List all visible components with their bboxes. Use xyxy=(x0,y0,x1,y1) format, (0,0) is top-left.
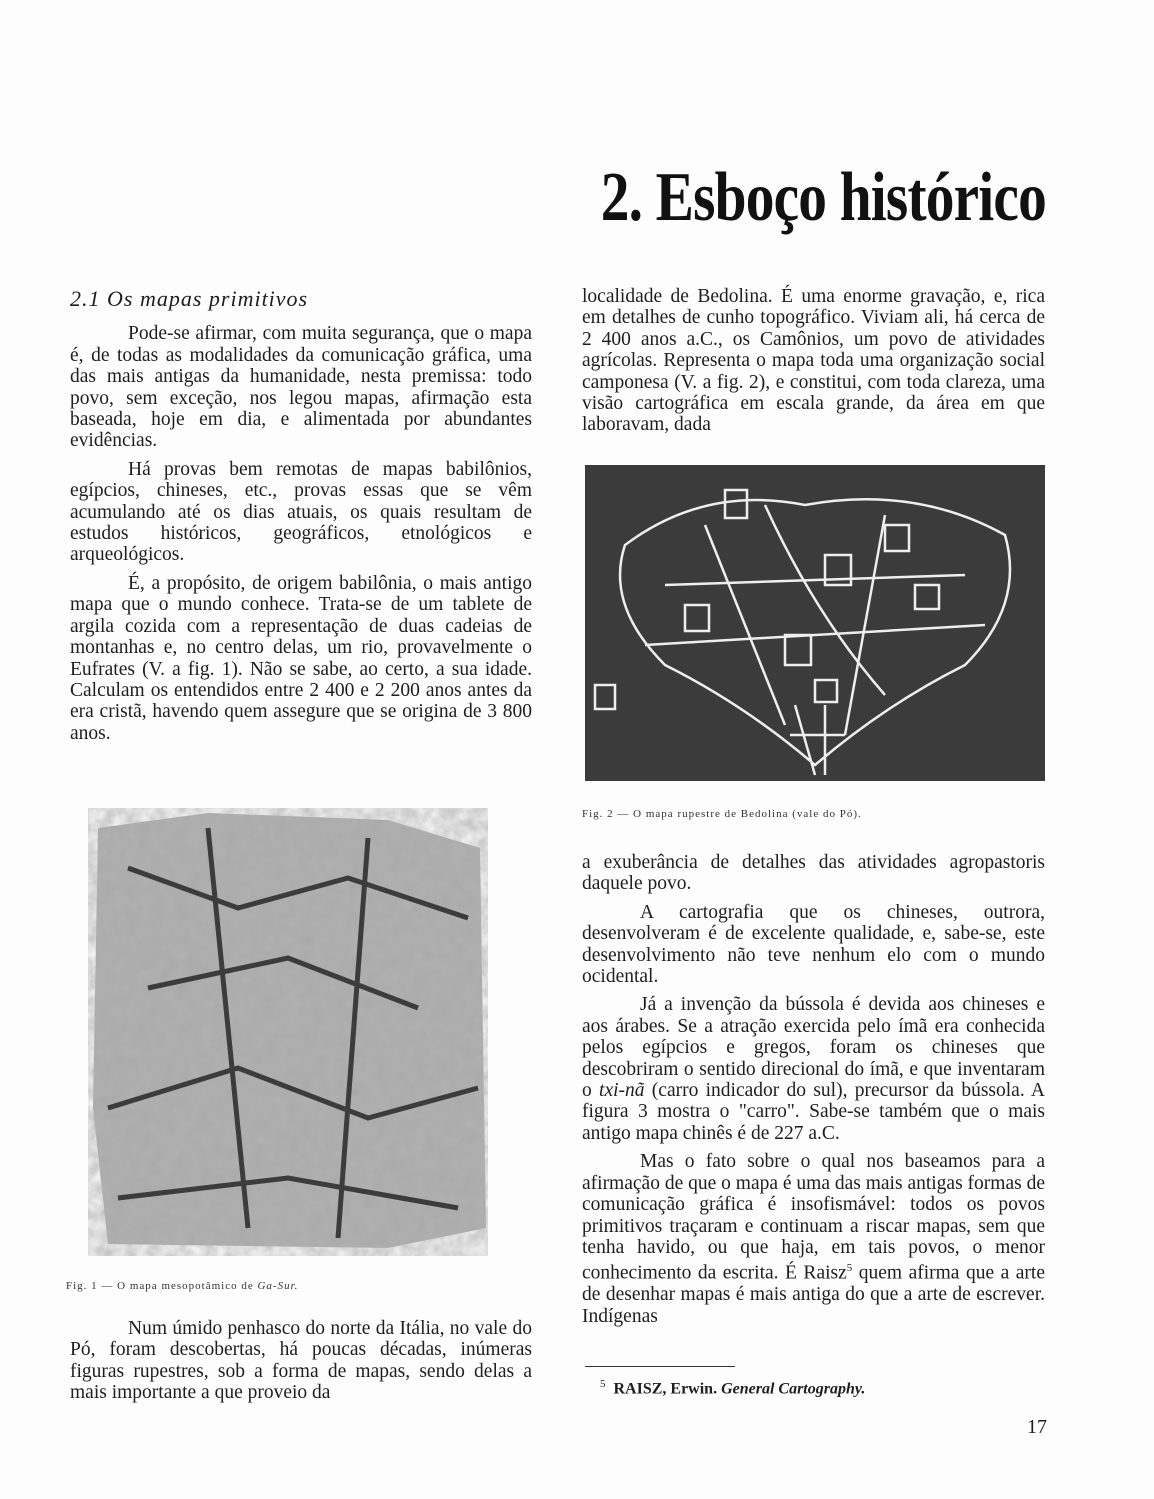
caption-text: Fig. 1 — O mapa mesopotâmico de xyxy=(66,1280,258,1292)
text: quem afirma que a arte de desenhar mapas é mais antiga do que a arte de escrever. Indígenas xyxy=(582,1262,1045,1327)
paragraph: É, a propósito, de origem babilônia, o mais antigo mapa que o mundo conhece. Trata-se de um tablete de argila cozida com a representação de duas cadeias de montanhas e, no centro delas, um rio, provavelmente o Eufrates (V. a fig. 1). Não se sabe, ao certo, a sua idade. Calculam os entendidos entre 2 400 e 2 200 anos antes da era cristã, havendo quem assegure que se origina de 3 800 anos. xyxy=(70,572,532,744)
figure-1-caption xyxy=(66,1280,298,1292)
paragraph: localidade de Bedolina. É uma enorme gravação, e, rica em detalhes de cunho topográfico. Viviam ali, há cerca de 2 400 anos a.C., os Camônios, um povo de atividades agrícolas. Representa o mapa toda uma organização social camponesa (V. a fig. 2), e constitui, com toda clareza, uma visão cartográfica em escala grande, da área em que laboravam, dada xyxy=(582,286,1045,436)
left-column-bottom xyxy=(70,1318,532,1411)
footnote-divider xyxy=(585,1366,735,1367)
right-column-top xyxy=(582,286,1045,443)
figure-1-ga-sur-tablet xyxy=(88,808,488,1256)
footnote-reference[interactable]: 5 xyxy=(846,1262,853,1275)
figure-2-caption: Fig. 2 — O mapa rupestre de Bedolina (vale do Pó). xyxy=(582,808,862,820)
chapter-title: 2. Esboço histórico xyxy=(600,159,1046,236)
text: Já a invenção da bússola é devida aos chineses e aos árabes. Se a atração exercida pelo ímã era conhecida pelos egípcios e gregos, foram os chineses que descobriram o sentido direcional do ímã, e que inventaram o xyxy=(582,994,1045,1102)
paragraph: Pode-se afirmar, com muita segurança, que o mapa é, de todas as modalidades da comunicação gráfica, uma das mais antigas da humanidade, nesta premissa: todo povo, sem exceção, nos legou mapas, afirmação esta baseada, hoje em dia, e alimentada por abundantes evidências. xyxy=(70,323,532,452)
footnote-author: RAISZ, Erwin. xyxy=(613,1380,722,1398)
footnote-number: 5 xyxy=(600,1378,606,1390)
italic-term: txi-nã xyxy=(599,1080,645,1102)
caption-italic: Ga-Sur. xyxy=(257,1280,299,1292)
paragraph: A cartografia que os chineses, outrora, desenvolveram é de excelente qualidade, e, sabe-se, este desenvolvimento não teve nenhum elo com o mundo ocidental. xyxy=(582,901,1045,988)
page-number: 17 xyxy=(1027,1416,1047,1438)
paragraph: Num úmido penhasco do norte da Itália, no vale do Pó, foram descobertas, há poucas décadas, inúmeras figuras rupestres, sob a forma de mapas, sendo delas a mais importante a que proveio da xyxy=(70,1318,532,1404)
figure-2-bedolina-map xyxy=(585,465,1045,781)
text: (carro indicador do sul), precursor da bússola. A figura 3 mostra o "carro". Sabe-se também que o mais antigo mapa chinês é de 227 a.C. xyxy=(582,1080,1045,1144)
paragraph: a exuberância de detalhes das atividades agropastoris daquele povo. xyxy=(582,852,1045,895)
left-column xyxy=(70,288,532,751)
paragraph: Há provas bem remotas de mapas babilônios, egípcios, chineses, etc., provas essas que se vêm acumulando até os dias atuais, os quais resultam de estudos históricos, geográficos, etnológicos e arqueológicos. xyxy=(70,458,532,566)
paragraph xyxy=(582,994,1045,1144)
footnote-title: General Cartography. xyxy=(721,1380,866,1398)
footnote xyxy=(600,1378,865,1398)
section-heading: 2.1 Os mapas primitivos xyxy=(70,286,309,311)
paragraph xyxy=(582,1151,1045,1327)
right-column-body xyxy=(582,852,1045,1334)
text: Mas o fato sobre o qual nos baseamos para a afirmação de que o mapa é uma das mais antigas formas de comunicação gráfica é insofismável: todos os povos primitivos traçaram e continuam a riscar mapas, sem que tenha havido, ou que haja, em tais povos, o menor conhecimento da escrita. É Raisz xyxy=(582,1151,1045,1284)
